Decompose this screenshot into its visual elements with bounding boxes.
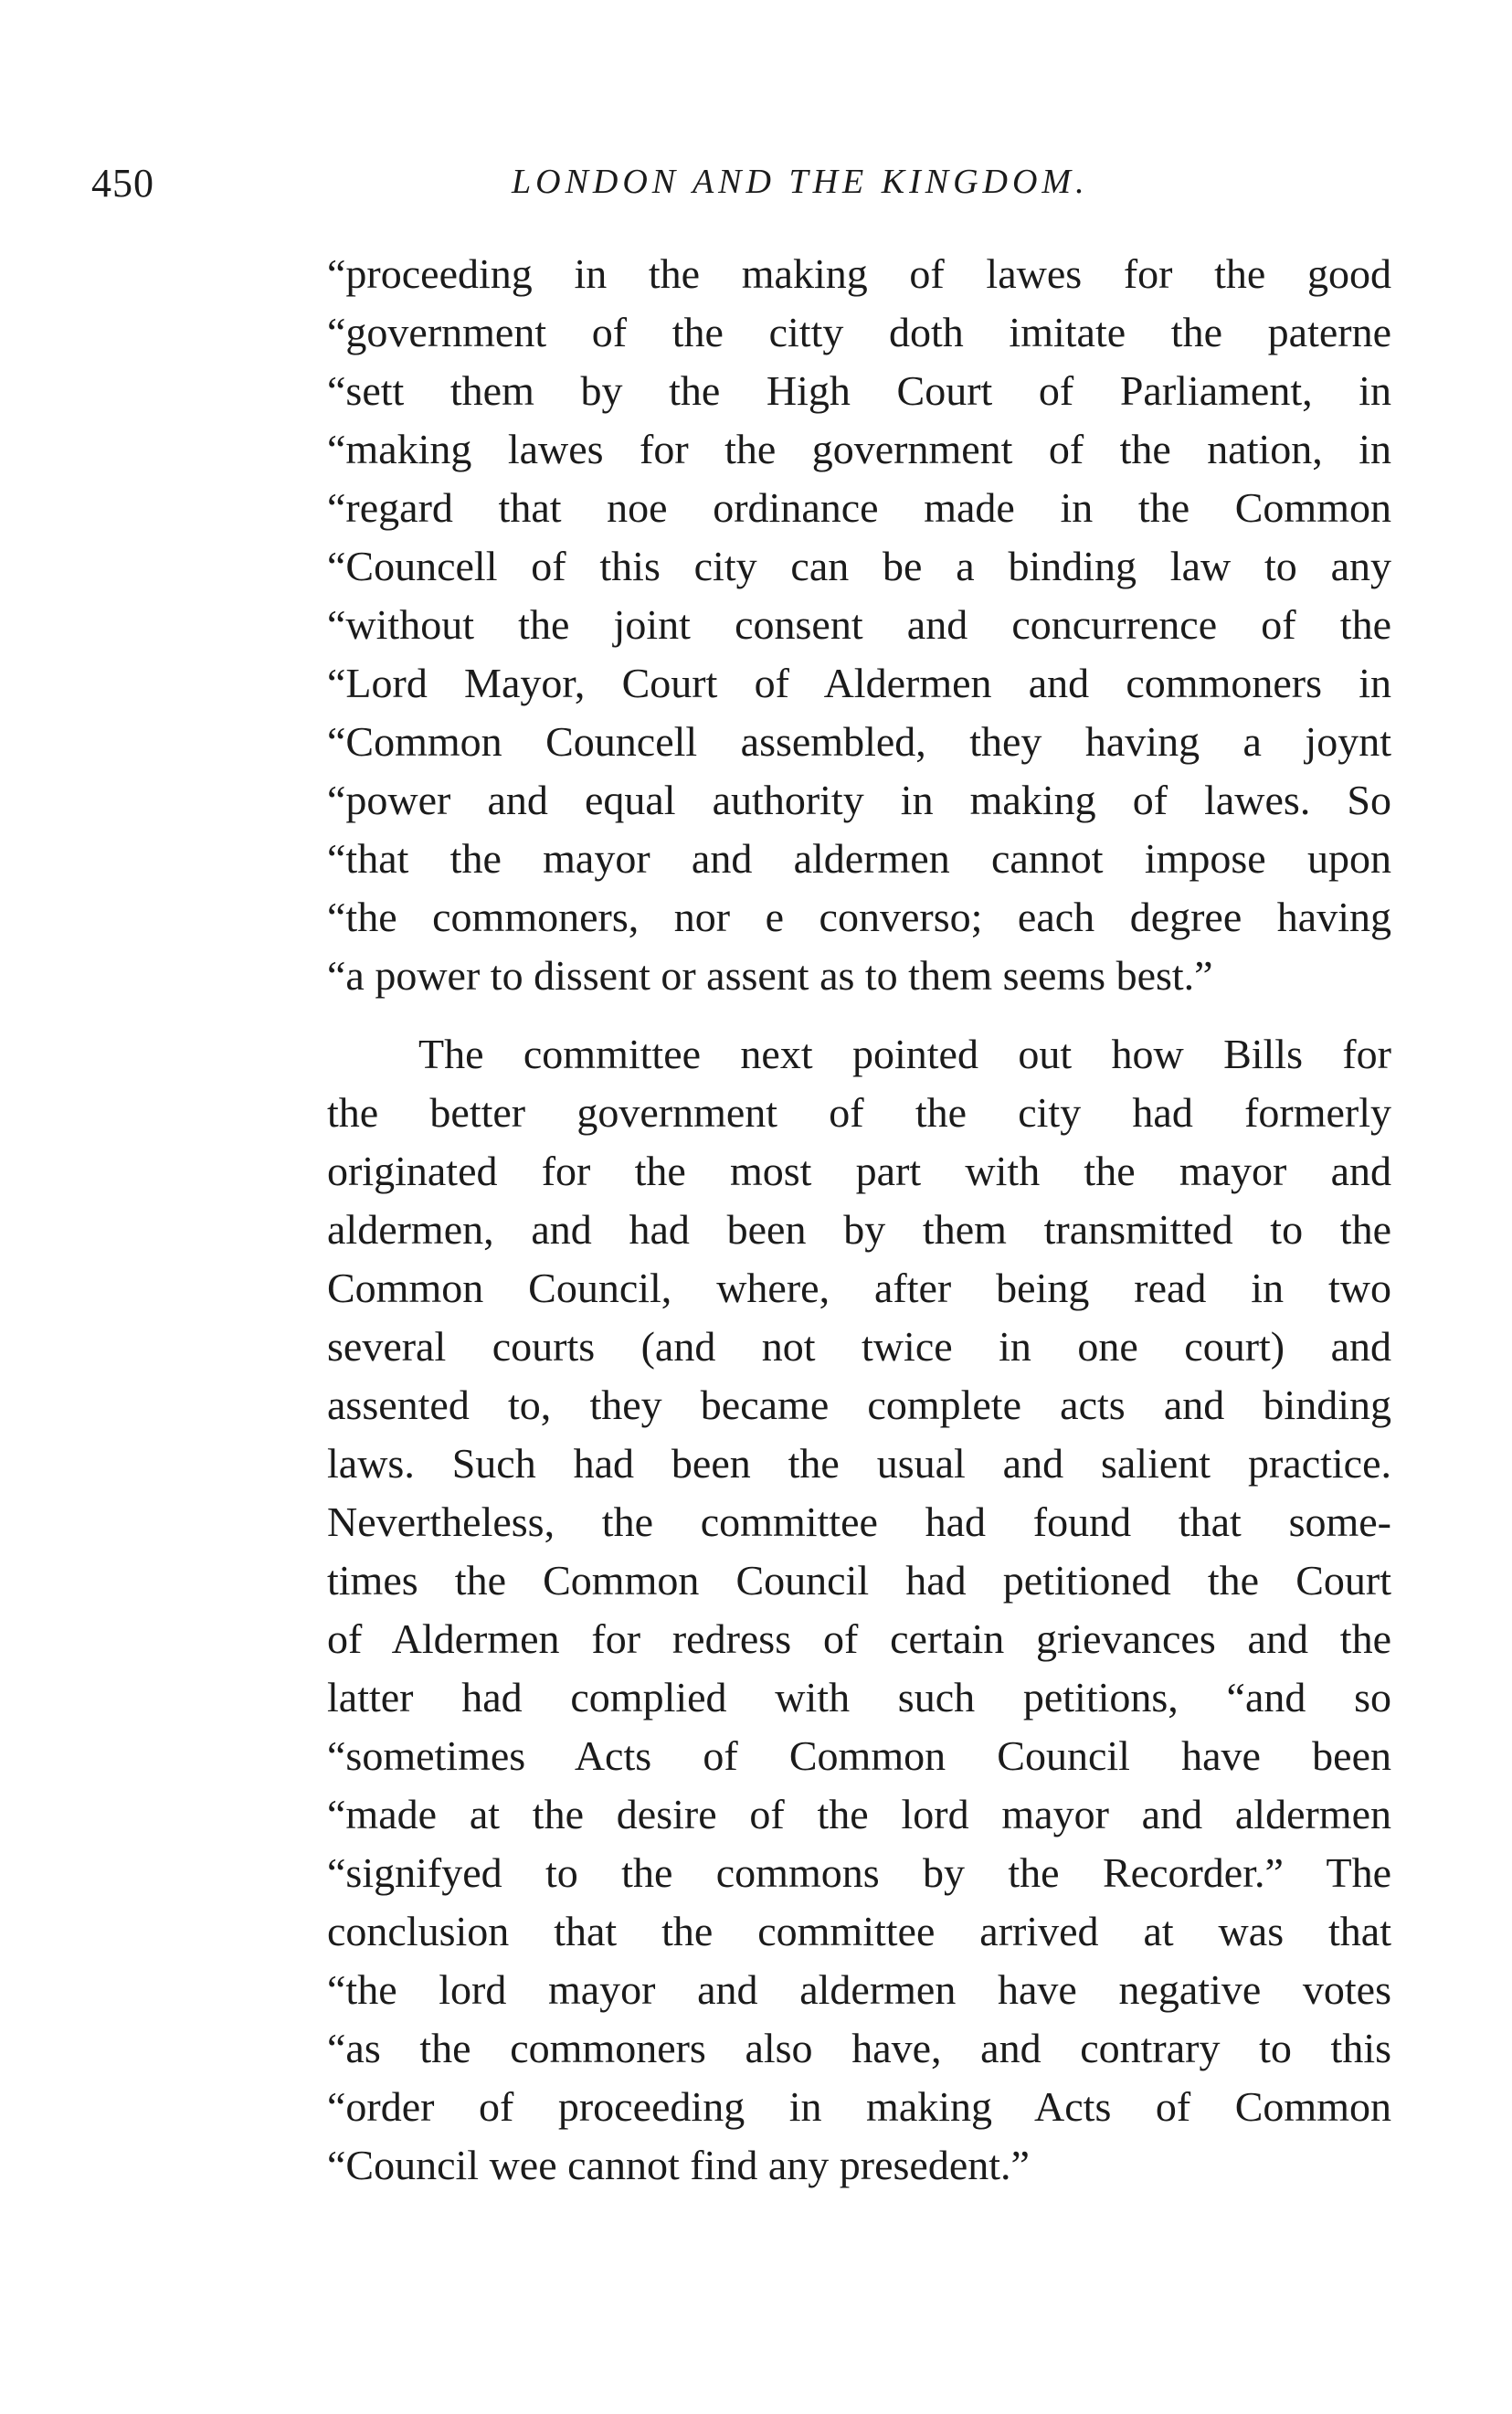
text-line: originated for the most part with the mayor and (327, 1148, 1391, 1194)
text-line: “that the mayor and aldermen cannot impose upon (327, 835, 1391, 882)
text-line: “Common Councell assembled, they having a joynt (327, 718, 1391, 765)
page-number: 450 (91, 161, 154, 206)
text-line: “Lord Mayor, Court of Aldermen and commoners in (327, 660, 1391, 706)
text-line: “the commoners, nor e converso; each degree having (327, 894, 1391, 940)
text-line: “regard that noe ordinance made in the Common (327, 484, 1391, 531)
text-line: “Councell of this city can be a binding law to any (327, 543, 1391, 589)
text-line: “without the joint consent and concurrence of the (327, 601, 1391, 648)
text-line: Nevertheless, the committee had found that some- (327, 1498, 1391, 1545)
text-line: conclusion that the committee arrived at was that (327, 1908, 1391, 1954)
text-line: “Council wee cannot find any presedent.” (327, 2142, 1030, 2188)
text-line: “power and equal authority in making of lawes. So (327, 777, 1391, 823)
text-line: latter had complied with such petitions, “and so (327, 1674, 1391, 1721)
text-line: “a power to dissent or assent as to them seems best.” (327, 952, 1213, 999)
text-line: “proceeding in the making of lawes for the good (327, 250, 1391, 297)
text-line: assented to, they became complete acts and binding (327, 1382, 1391, 1428)
text-line: “government of the citty doth imitate the paterne (327, 309, 1391, 355)
running-title: LONDON AND THE KINGDOM. (512, 163, 1089, 201)
text-line: aldermen, and had been by them transmitted to the (327, 1206, 1391, 1253)
text-line: “as the commoners also have, and contrary to this (327, 2025, 1391, 2071)
text-line: “making lawes for the government of the nation, in (327, 426, 1391, 472)
text-line: Common Council, where, after being read in two (327, 1265, 1391, 1311)
text-line: “signifyed to the commons by the Recorder.” The (327, 1849, 1391, 1896)
text-line: of Aldermen for redress of certain grievances and the (327, 1615, 1391, 1662)
text-line: The committee next pointed out how Bills for (418, 1031, 1391, 1077)
page-header (0, 160, 1512, 215)
text-line: “order of proceeding in making Acts of Common (327, 2083, 1391, 2130)
body-paragraph (327, 1025, 1391, 2195)
text-line: times the Common Council had petitioned the Court (327, 1557, 1391, 1604)
text-line: “sett them by the High Court of Parliament, in (327, 367, 1391, 414)
text-line: “the lord mayor and aldermen have negative votes (327, 1966, 1391, 2013)
text-line: several courts (and not twice in one court) and (327, 1323, 1391, 1370)
text-line: “made at the desire of the lord mayor and aldermen (327, 1791, 1391, 1837)
text-line: “sometimes Acts of Common Council have been (327, 1732, 1391, 1779)
text-line: the better government of the city had formerly (327, 1089, 1391, 1136)
text-line: laws. Such had been the usual and salient practice. (327, 1440, 1391, 1487)
quoted-passage (327, 245, 1391, 1005)
